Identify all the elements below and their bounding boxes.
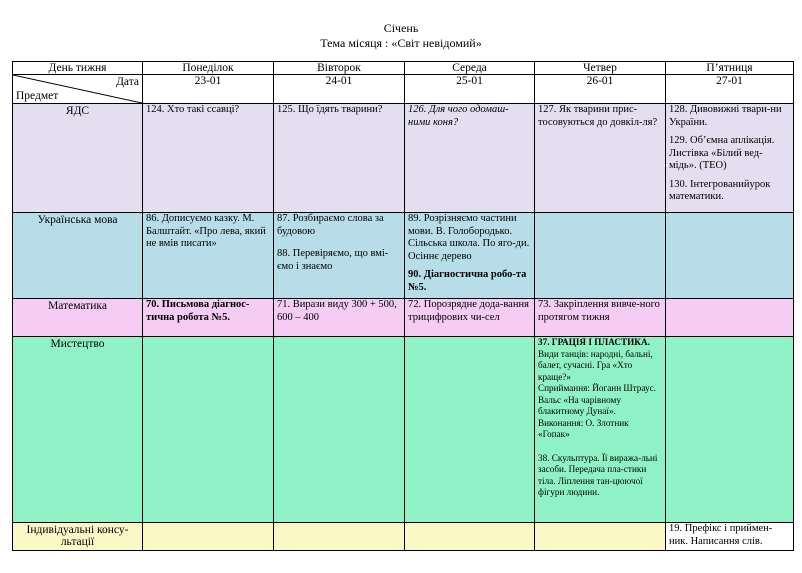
lesson-cell <box>666 213 794 299</box>
lesson-cell <box>143 337 274 523</box>
header-day-label: День тижня <box>13 62 143 75</box>
date-tue: 24-01 <box>274 75 405 104</box>
lesson-cell: 73. Закріплення вивче-ного протягом тижня <box>535 299 666 337</box>
header-day-wed: Середа <box>405 62 535 75</box>
date-mon: 23-01 <box>143 75 274 104</box>
lesson-cell <box>274 523 405 551</box>
subject-cell: Мистецтво <box>13 337 143 523</box>
page-subtitle: Тема місяця : «Світ невідомий» <box>320 36 482 50</box>
lesson-cell: 19. Префікс і приймен-ник. Написання слів. <box>666 523 794 551</box>
lesson-cell: 127. Як тварини прис-тосовуються до довкіл-ля? <box>535 104 666 213</box>
lesson-cell: 86. Дописуємо казку. М. Балштайт. «Про лева, який не вмів писати» <box>143 213 274 299</box>
table-row <box>13 104 794 213</box>
table-row <box>13 337 794 523</box>
lesson-cell <box>274 337 405 523</box>
subject-cell: Математика <box>13 299 143 337</box>
header-subject-label: Предмет <box>16 90 59 102</box>
lesson-cell: 89. Розрізняємо частини мови. В. Голобородько. Сільська школа. По яго-ди. Осіннє дерево 90. Діагностична робо-та №5. <box>405 213 535 299</box>
header-day-thu: Четвер <box>535 62 666 75</box>
subject-cell: Індивідуальні консу-льтації <box>13 523 143 551</box>
lesson-cell: 126. Для чого одомаш-ними коня? <box>405 104 535 213</box>
date-wed: 25-01 <box>405 75 535 104</box>
lesson-cell <box>405 523 535 551</box>
lesson-cell <box>666 299 794 337</box>
header-corner-cell <box>13 75 143 104</box>
lesson-cell: 72. Порозрядне дода-вання трицифрових чи-сел <box>405 299 535 337</box>
header-date-label: Дата <box>116 76 139 88</box>
lesson-cell: 125. Що їдять тварини? <box>274 104 405 213</box>
lesson-cell: 70. Письмова діагнос-тична робота №5. <box>143 299 274 337</box>
lesson-cell: 124. Хто такі ссавці? <box>143 104 274 213</box>
table-row <box>13 299 794 337</box>
lesson-cell <box>535 213 666 299</box>
page-title: Січень <box>383 21 419 35</box>
lesson-cell <box>143 523 274 551</box>
date-fri: 27-01 <box>666 75 794 104</box>
lesson-cell <box>535 523 666 551</box>
table-row <box>13 523 794 551</box>
lesson-cell <box>666 337 794 523</box>
lesson-cell: 128. Дивовижні твари-ни України. 129. Об’ємна аплікація. Листівка «Білий вед-мідь». (ТЕО) 130. Інтегрованийурок математики. <box>666 104 794 213</box>
lesson-cell: 37. ГРАЦІЯ І ПЛАСТИКА. Види танців: народні, бальні, балет, сучасні. Гра «Хто краще?» Сприймання: Йоганн Штраус. Вальс «На чарівному блакитному Дунаї». Виконання: О. Злотник «Гопак» 38. Скульптура. Її виража-льні засоби. Передача пла-стики тіла. Ліплення тан-цюючої фігури людини. <box>535 337 666 523</box>
subject-cell: ЯДС <box>13 104 143 213</box>
header-day-fri: П’ятниця <box>666 62 794 75</box>
subject-cell: Українська мова <box>13 213 143 299</box>
header-day-mon: Понеділок <box>143 62 274 75</box>
schedule-table <box>12 61 794 551</box>
lesson-cell: 71. Вирази виду 300 + 500, 600 – 400 <box>274 299 405 337</box>
table-row <box>13 213 794 299</box>
header-day-tue: Вівторок <box>274 62 405 75</box>
date-thu: 26-01 <box>535 75 666 104</box>
lesson-cell <box>405 337 535 523</box>
lesson-cell: 87. Розбираємо слова за будовою 88. Перевіряємо, що вмі-ємо і знаємо <box>274 213 405 299</box>
